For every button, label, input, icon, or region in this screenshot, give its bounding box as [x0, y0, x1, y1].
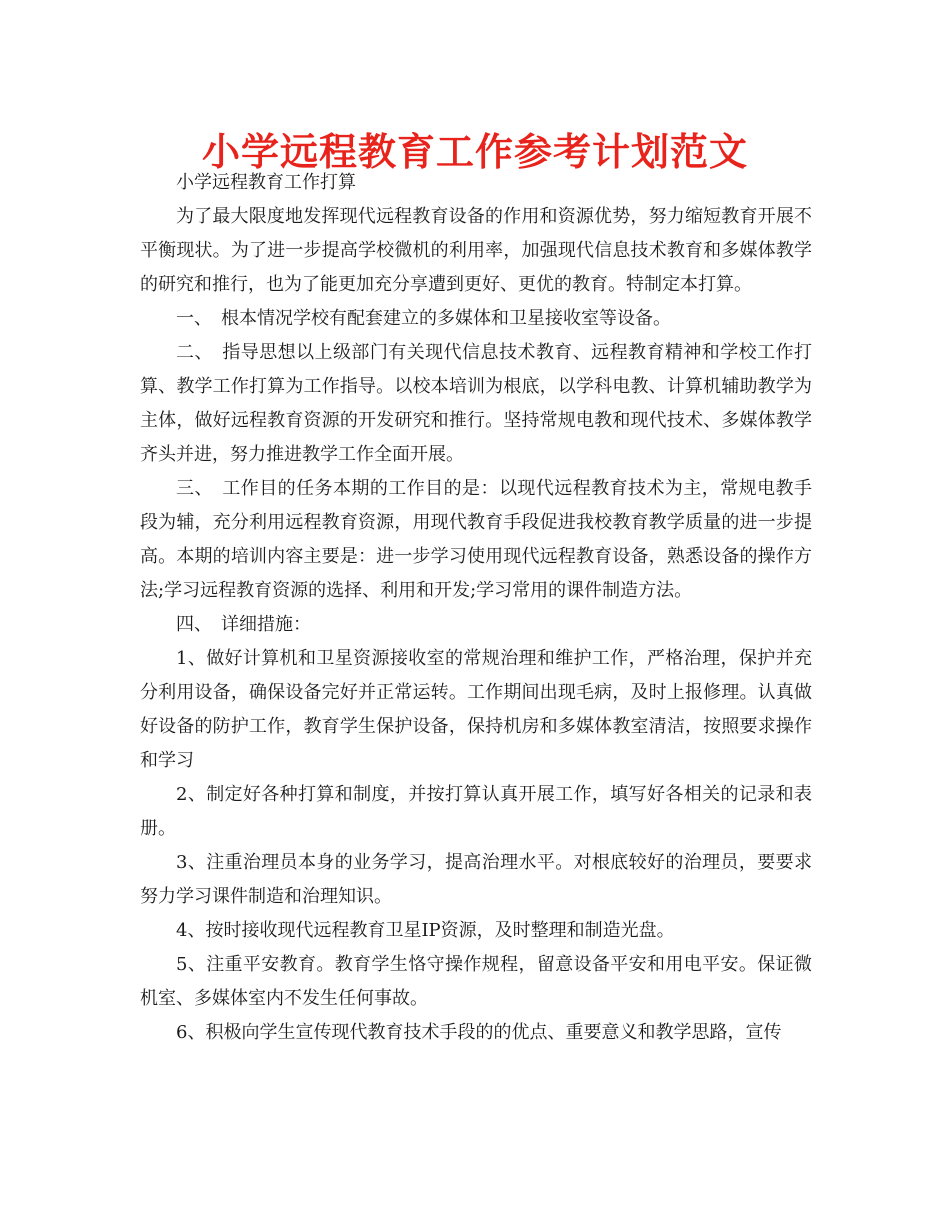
paragraph-measure-6: 6、积极向学生宣传现代教育技术手段的的优点、重要意义和教学思路，宣传	[176, 1022, 782, 1043]
document-body	[140, 166, 812, 1050]
paragraph-section-3: 三、 工作目的任务本期的工作目的是：以现代远程教育技术为主，常规电教手段为辅，充分利用远程教育资源，用现代教育手段促进我校教育教学质量的进一步提高。本期的培训内容主要是：进一步学习使用现代远程教育设备，熟悉设备的操作方法;学习远程教育资源的选择、利用和开发;学习常用的课件制造方法。	[140, 478, 812, 601]
paragraph-intro: 为了最大限度地发挥现代远程教育设备的作用和资源优势，努力缩短教育开展不平衡现状。为了进一步提高学校微机的利用率，加强现代信息技术教育和多媒体教学的研究和推行，也为了能更加充分享遭到更好、更优的教育。特制定本打算。	[140, 206, 812, 295]
paragraph-measure-3: 3、注重治理员本身的业务学习，提高治理水平。对根底较好的治理员，要要求努力学习课件制造和治理知识。	[140, 852, 812, 907]
paragraph-measure-1: 1、做好计算机和卫星资源接收室的常规治理和维护工作，严格治理，保护并充分利用设备，确保设备完好并正常运转。工作期间出现毛病，及时上报修理。认真做好设备的防护工作，教育学生保护设备，保持机房和多媒体教室清洁，按照要求操作和学习	[140, 648, 812, 771]
paragraph-section-4: 四、 详细措施：	[176, 614, 311, 635]
paragraph-section-2: 二、 指导思想以上级部门有关现代信息技术教育、远程教育精神和学校工作打算、教学工作打算为工作指导。以校本培训为根底，以学科电教、计算机辅助教学为主体，做好远程教育资源的开发研究和推行。坚持常规电教和现代技术、多媒体教学齐头并进，努力推进教学工作全面开展。	[140, 342, 812, 465]
paragraph-measure-4: 4、按时接收现代远程教育卫星IP资源，及时整理和制造光盘。	[176, 920, 675, 941]
paragraph-measure-2: 2、制定好各种打算和制度，并按打算认真开展工作，填写好各相关的记录和表册。	[140, 784, 812, 839]
document-title: 小学远程教育工作参考计划范文	[201, 130, 748, 174]
paragraph-subtitle: 小学远程教育工作打算	[176, 172, 356, 193]
paragraph-measure-5: 5、注重平安教育。教育学生恪守操作规程，留意设备平安和用电平安。保证微机室、多媒体室内不发生任何事故。	[140, 954, 812, 1009]
paragraph-section-1: 一、 根本情况学校有配套建立的多媒体和卫星接收室等设备。	[176, 308, 671, 329]
